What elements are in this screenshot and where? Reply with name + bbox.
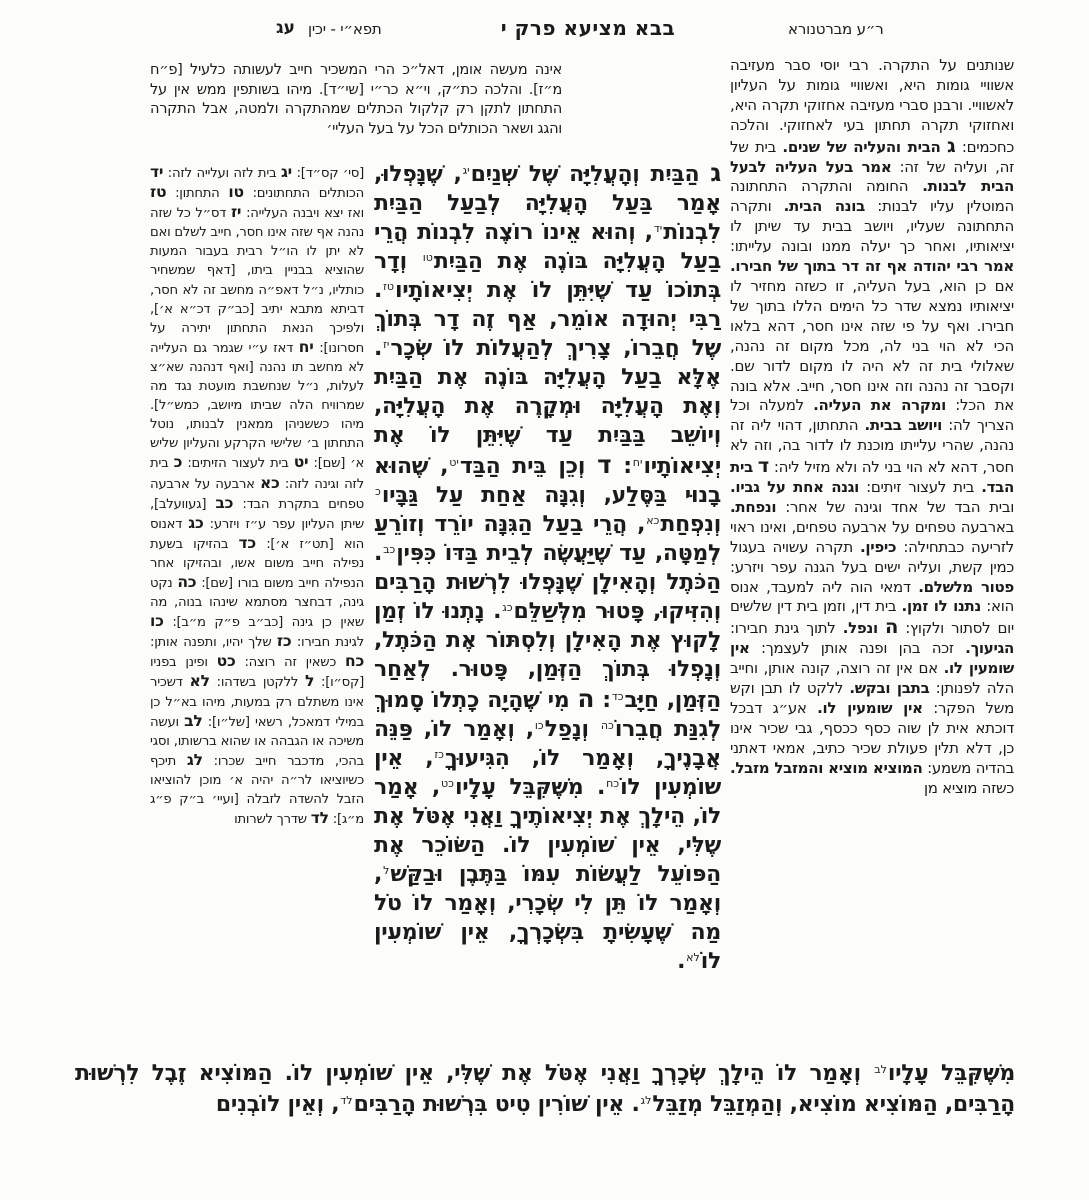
header-yachin-label: תפא״י - יכין [308, 20, 382, 38]
mishnah-continuation-block: מִשֶּׁקִּבֵּל עָלָיו$^{לב}$ וְאָמַר לוֹ הֵילָךְ שְׂכָרְךָ וַאֲנִי אֶטֹּל אֶת שֶׁלִּי, אֵין שׁוֹמְעִין לוֹ. הַמּוֹצִיא זֶבֶל לִרְשׁוּת הָרַבִּים, הַמּוֹצִיא מוֹצִיא, וְהַמְזַבֵּל מְזַבֵּל$^{לג}$. אֵין שׁוֹרִין טִיט בִּרְשׁוּת הָרַבִּים$^{לד}$, וְאֵין לוֹבְנִים [75, 1061, 1015, 1117]
page-number: עג [276, 18, 295, 38]
header-bartenura-label: ר״ע מברטנורא [788, 20, 884, 38]
bartenura-commentary-column: שנותנים על התקרה. רבי יוסי סבר מעזיבה אשוויי גומות היא, ואשוויי גומות על העליון לאשוויי. ורבנן סברי מעזיבה אחזוקי תקרה היא, ואחזוקי תקרה תחתון בעי לאחזוקי. והלכה כחכמים: ג הבית והעליה של שנים. בית של זה, ועליה של זה: אמר בעל העליה לבעל הבית לבנות. החומה והתקרה התחתונה המוטלין עליו לבנות: בונה הבית. ותקרה התחתונה שעליו, ויושב בבית עד שיתן לו יציאותיו, ואחר כך יעלה ממנו ובונה עלייתו: אמר רבי יהודה אף זה דר בתוך של חבירו. אם כן הוא, בעל העליה, זו כשזה מחזיר לו יציאותיו נמצא שדר כל הימים הללו בתוך של חבירו. ואף על פי שזה אינו חסר, דהא בלאו הכי לא הוי בני לה, מכל מקום זה נהנה, שאלולי בית זה לא היה לו מקום לדור שם. וקסבר זה נהנה וזה אינו חסר, חייב. אלא בונה את הכל: ומקרה את העליה. למעלה וכל הצריך לה: ויושב בבית. התחתון, דהוי ליה זה נהנה, שהרי עלייתו מוכנת לו לדור בה, וזה לא חסר, דהא לא הוי בני לה ולא מזיל ליה: ד בית הבד. בית לעצור זיתים: וגנה אחת על גביו. ובית הבד של אחד וגינה של אחר: ונפחת. בארבעה טפחים על ארבעה טפחים, ואינו ראוי לזריעה כבתחילה: כיפין. תקרה עשויה בעגול כמין קשת, ועליה ישים בעל הגנה עפר ויזרע: פטור מלשלם. דמאי הוה ליה למעבד, אנוס הוא: נתנו לו זמן. בית דין, וזמן בית דין שלשים יום לסתור ולקוץ: ה ונפל. לתוך גינת חבירו: הגיעוך. זכה בהן ופנה אותן לעצמך: אין שומעין לו. אם אין זה רוצה, קונה אותן, וחייב הלה לפנותן: בתבן ובקש. ללקט לו תבן וקש משל הפקר: אין שומעין לו. אע״ג דבכל דוכתא אית לן שוה כסף ככסף, גבי שכיר אינו כן, דלא תלין פעולת שכיר כתיב, אמאי דאתני בהדיה משמע: המוציא מוציא והמזבל מזבל. כשזה מוציא מן [730, 56, 1014, 797]
header-chapter-title: בבא מציעא פרק י [500, 16, 676, 40]
mishnah-text-column: ג הַבַּיִת וְהָעֲלִיָּה שֶׁל שְׁנַיִם$^{יג}$, שֶׁנָּפְלוּ, אָמַר בַּעַל הָעֲלִיָּה לְבַעַל הַבַּיִת לִבְנוֹת$^{יד}$, וְהוּא אֵינוֹ רוֹצֶה לִבְנוֹת הֲרֵי בַעַל הָעֲלִיָּה בּוֹנֶה אֶת הַבַּיִת$^{טו}$ וְדָר בְּתוֹכוֹ עַד שֶׁיִּתֵּן לוֹ אֶת יְצִיאוֹתָיו$^{טז}$. רַבִּי יְהוּדָה אוֹמֵר, אַף זֶה דָר בְּתוֹךְ שֶׁל חֲבֵרוֹ, צָרִיךְ לְהַעֲלוֹת לוֹ שְׂכָר$^{יז}$. אֶלָּא בַעַל הָעֲלִיָּה בּוֹנֶה אֶת הַבַּיִת וְאֶת הָעֲלִיָּה וּמְקָרֶה אֶת הָעֲלִיָּה, וְיוֹשֵׁב בַּבַּיִת עַד שֶׁיִּתֵּן לוֹ אֶת יְצִיאוֹתָיו$^{יח}$: ד וְכֵן בֵּית הַבַּד$^{יט}$, שֶׁהוּא בָנוּי בַּסֶּלַע, וְגִנָּה אַחַת עַל גַּבָּיו$^כ$ וְנִפְחַת$^{כא}$, הֲרֵי בַעַל הַגִּנָּה יוֹרֵד וְזוֹרֵעַ לְמַטָּה, עַד שֶׁיַּעֲשֶׂה לְבֵית בַּדּוֹ כִּפִּין$^{כב}$. הַכֹּתֶל וְהָאִילָן שֶׁנָּפְלוּ לִרְשׁוּת הָרַבִּים וְהִזִּיקוּ, פָּטוּר מִלְּשַׁלֵּם$^{כג}$. נָתְנוּ לוֹ זְמַן לָקוּץ אֶת הָאִילָן וְלִסְתּוֹר אֶת הַכֹּתֶל, וְנָפְלוּ בְּתוֹךְ הַזְּמַן, פָּטוּר. לְאַחַר הַזְּמַן, חַיָּב$^{כד}$: ה מִי שֶׁהָיָה כָתְלוֹ סָמוּךְ לְגִנַּת חֲבֵרוֹ$^{כה}$ וְנָפַל$^{כו}$, וְאָמַר לוֹ, פַּנֵּה אֲבָנֶיךָ, וְאָמַר לוֹ, הִגִּיעוּךָ$^{כז}$, אֵין שׁוֹמְעִין לוֹ$^{כח}$. מִשֶּׁקִּבֵּל עָלָיו$^{כט}$, אָמַר לוֹ, הֵילָךְ אֶת יְצִיאוֹתֶיךָ וַאֲנִי אֶטֹּל אֶת שֶׁלִּי, אֵין שׁוֹמְעִין לוֹ. הַשּׂוֹכֵר אֶת הַפּוֹעֵל לַעֲשׂוֹת עִמּוֹ בַּתֶּבֶן וּבַקַּשׁ$^ל$, וְאָמַר לוֹ תֵּן לִי שְׂכָרִי, וְאָמַר לוֹ טֹל מַה שֶּׁעָשִׂיתָ בִּשְׂכָרְךָ, אֵין שׁוֹמְעִין לוֹ$^{לא}$. [374, 158, 721, 974]
yachin-intro-block: אינה מעשה אומן, דאל״כ הרי המשכיר חייב לעשותה כלעיל [פ״ח מ״ז]. והלכה כת״ק, וי״א כר״י [שי״ד]. מיהו בשותפין ממש אין על התחתון לתקן רק קלקול הכתלים שמהתקרה ולמטה, אבל התקרה והגג ושאר הכותלים הכל על בעל העליי׳ [150, 61, 562, 137]
yachin-commentary-column: [סי׳ קס״ד]: יג בית לזה ועלייה לזה: יד הכותלים התחתונים: טו התחתון: טז ואז יצא ויבנה העלייה: יז דס״ל כל שזה נהנה אף שזה אינו חסר, חייב לשלם ואם לא יתן לו הו״ל רבית בעבור המעות שהוציא בבניין ביתו, [דאף שמשחיר כותליו, נ״ל דאפ״ה מחשב זה לא חסר, דביתא מתבא יתיב [כב״ק דכ״א א׳], ולפיכך הנאת התחתון יתירה על חסרונו]: יח דאז ע״י שגמר גם העלייה לא מחשב תו נהנה [ואף דנהנה שא״צ לעלות, נ״ל שנחשבת מועטת נגד מה שמרוויח הלה שביתו מיושב, כמש״ל]. מיהו כששניהן ממאנין לבנותו, נוטל התחתון ב׳ שלישי הקרקע והעליון שליש א׳ [שם]: יט בית לעצור הזיתים: כ בית לזה וגינה לזה: כא ארבעה על ארבעה טפחים בתקרת הבד: כב [געוועלב], שיתן העליון עפר ע״ז ויזרע: כג דאנוס הוא [תט״ז א׳]: כד בהזיקו בשעת נפילה חייב משום אשו, ובהזיקו אחר הנפילה חייב משום בורו [שם]: כה נקט גינה, דבחצר מסתמא שינהו בנוה, מה שאין כן גינה [כב״ב פ״ק מ״ב]: כו לגינת חבירו: כז שלך יהיו, ותפנה אותן: כח כשאין זה רוצה: כט ופינן בפניו [קס״ו]: ל ללקטן בשדהו: לא דשכיר אינו משתלם רק במעות, מיהו בא״ל כן במילי דמאכל, רשאי [של״ו]: לב ועשה משיכה או הגבהה או שהוא ברשותו, וסגי בהכי, מדכבר חייב שכרו: לג תיכף כשיוציאו לר״ה יהיה א׳ מוכן להוציאו הזבל להשדה לזבלה [ועיי׳ ב״ק פ״ג מ״ג]: לד שדרך לשרותו [150, 163, 364, 828]
